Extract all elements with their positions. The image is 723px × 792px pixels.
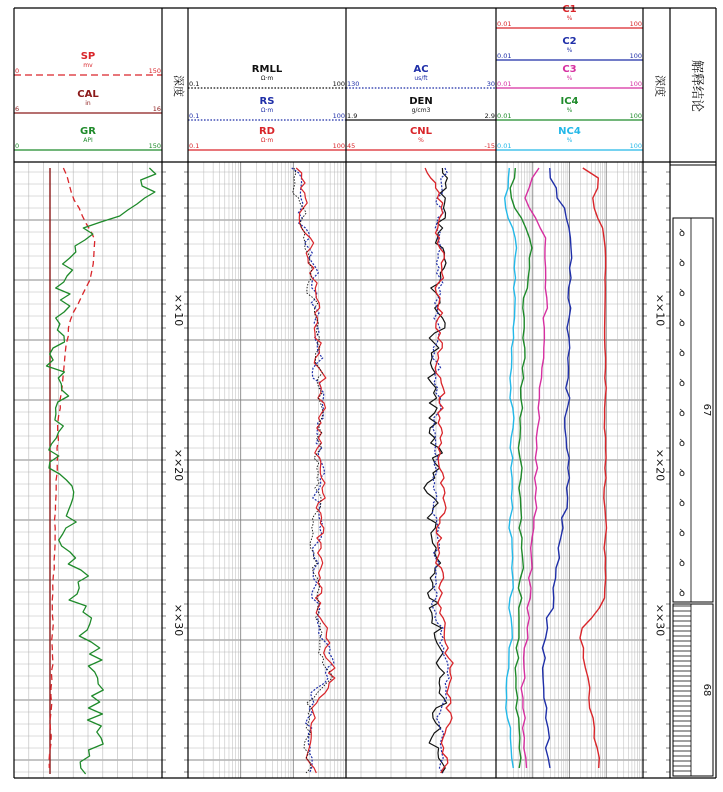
- curve-unit-rmll: Ω·m: [260, 75, 274, 82]
- curve-max-nc4: 100: [629, 142, 642, 150]
- curve-max-gr: 150: [148, 142, 161, 150]
- curve-min-ic4: 0.01: [497, 112, 512, 120]
- lithology-symbol: ꝺ: [679, 558, 685, 569]
- lithology-symbol: ꝺ: [679, 498, 685, 509]
- curve-max-cnl: -15: [484, 142, 495, 150]
- curve-name-den: DEN: [409, 96, 433, 107]
- curve-unit-den: g/cm3: [411, 107, 431, 114]
- lithology-symbol: ꝺ: [679, 588, 685, 599]
- depth-label: ××20: [653, 448, 667, 482]
- curve-min-c3: 0.01: [497, 80, 512, 88]
- curve-max-c1: 100: [629, 20, 642, 28]
- curve-min-c2: 0.01: [497, 52, 512, 60]
- depth-label: ××20: [172, 448, 185, 482]
- curve-name-sp: SP: [80, 51, 96, 62]
- curve-name-rs: RS: [259, 96, 275, 107]
- curve-name-rd: RD: [258, 126, 276, 137]
- curve-max-den: 2.9: [484, 112, 495, 120]
- curve-max-rmll: 100: [332, 80, 345, 88]
- lithology-symbol: ꝺ: [679, 288, 685, 299]
- curve-min-rd: 0.1: [189, 142, 200, 150]
- curve-unit-cnl: %: [418, 137, 424, 144]
- curve-name-c2: C2: [562, 36, 577, 47]
- depth-label: ××10: [653, 293, 667, 327]
- curve-unit-nc4: %: [566, 137, 573, 144]
- curve-max-c2: 100: [629, 52, 642, 60]
- lithology-symbol: ꝺ: [679, 258, 685, 269]
- curve-min-gr: 0: [15, 142, 20, 150]
- curve-min-cnl: 45: [347, 142, 356, 150]
- lithology-symbol: ꝺ: [679, 408, 685, 419]
- layer-number: 68: [701, 683, 712, 697]
- layer-number: 67: [701, 403, 712, 417]
- curve-unit-c2: %: [566, 47, 573, 54]
- curve-unit-gr: API: [83, 137, 93, 144]
- curve-name-gr: GR: [80, 126, 96, 137]
- curve-max-rd: 100: [332, 142, 345, 150]
- lithology-symbol: ꝺ: [679, 438, 685, 449]
- lithology-symbol: ꝺ: [679, 318, 685, 329]
- curve-min-ac: 130: [347, 80, 360, 88]
- curve-name-ic4: IC4: [560, 96, 579, 107]
- depth-label: ××10: [172, 293, 185, 327]
- curve-max-ic4: 100: [629, 112, 642, 120]
- lithology-symbol: ꝺ: [679, 468, 685, 479]
- curve-min-rmll: 0.1: [189, 80, 200, 88]
- interpretation-title: 解释结论: [689, 59, 704, 113]
- curve-name-rmll: RMLL: [251, 64, 283, 75]
- curve-unit-ac: us/ft: [414, 75, 428, 82]
- curve-name-c3: C3: [562, 64, 577, 75]
- lithology-symbol: ꝺ: [679, 378, 685, 389]
- depth-track-title: 深度: [172, 75, 185, 97]
- curve-name-cal: CAL: [77, 89, 99, 100]
- curve-min-c1: 0.01: [497, 20, 512, 28]
- curve-unit-c1: %: [566, 15, 573, 22]
- curve-max-ac: 30: [486, 80, 495, 88]
- curve-min-sp: 0: [15, 67, 20, 75]
- lithology-symbol: ꝺ: [679, 528, 685, 539]
- depth-label: ××30: [172, 603, 185, 637]
- curve-min-nc4: 0.01: [497, 142, 512, 150]
- curve-unit-rs: Ω·m: [260, 107, 274, 114]
- lithology-symbol: ꝺ: [679, 348, 685, 359]
- curve-name-ac: AC: [413, 64, 429, 75]
- curve-unit-ic4: %: [566, 107, 573, 114]
- curve-name-c1: C1: [562, 4, 577, 15]
- curve-max-c3: 100: [629, 80, 642, 88]
- curve-max-sp: 150: [148, 67, 161, 75]
- curve-unit-rd: Ω·m: [260, 137, 274, 144]
- curve-name-cnl: CNL: [409, 126, 433, 137]
- curve-unit-cal: in: [85, 100, 91, 107]
- curve-name-nc4: NC4: [558, 126, 581, 137]
- depth-label: ××30: [653, 603, 667, 637]
- lithology-symbol: ꝺ: [679, 228, 685, 239]
- curve-min-rs: 0.1: [189, 112, 200, 120]
- depth-track-title: 深度: [653, 75, 667, 97]
- curve-min-den: 1.9: [347, 112, 358, 120]
- curve-max-cal: 16: [152, 105, 161, 113]
- curve-unit-c3: %: [566, 75, 573, 82]
- curve-max-rs: 100: [332, 112, 345, 120]
- curve-unit-sp: mv: [83, 62, 93, 69]
- curve-min-cal: 6: [15, 105, 20, 113]
